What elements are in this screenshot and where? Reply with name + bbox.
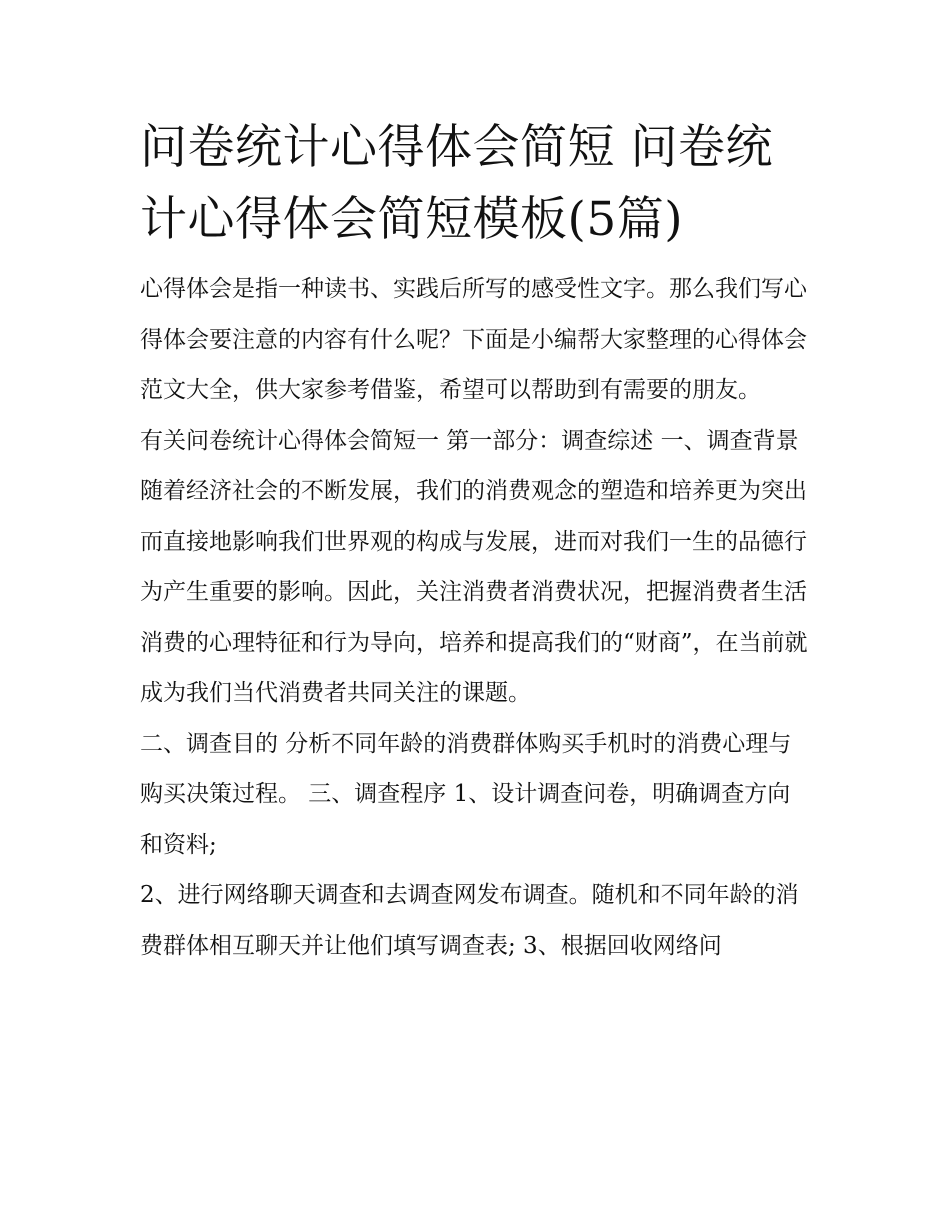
- section-heading-paragraph: 有关问卷统计心得体会简短一 第一部分：调查综述 一、调查背景: [140, 427, 799, 454]
- background-paragraph: 随着经济社会的不断发展，我们的消费观念的塑造和培养更为突出而直接地影响我们世界观的构成与发展，进而对我们一生的品德行为产生重要的影响。因此，关注消费者消费状况，把握消费者生活消费的心理特征和行为导向，培养和提高我们的“财商”，在当前就成为我们当代消费者共同关注的课题。: [140, 478, 808, 706]
- document-body: [140, 112, 812, 971]
- purpose-procedure-paragraph: 二、调查目的 分析不同年龄的消费群体购买手机时的消费心理与购买决策过程。 三、调查程序 1、设计调查问卷，明确调查方向和资料;: [140, 730, 792, 858]
- document-title: 问卷统计心得体会简短 问卷统计心得体会简短模板(5篇): [140, 120, 773, 247]
- procedure-step-paragraph: 2、进行网络聊天调查和去调查网发布调查。随机和不同年龄的消费群体相互聊天并让他们填写调查表; 3、根据回收网络问: [140, 882, 799, 959]
- intro-paragraph: 心得体会是指一种读书、实践后所写的感受性文字。那么我们写心得体会要注意的内容有什么呢？下面是小编帮大家整理的心得体会范文大全，供大家参考借鉴，希望可以帮助到有需要的朋友。: [140, 276, 807, 403]
